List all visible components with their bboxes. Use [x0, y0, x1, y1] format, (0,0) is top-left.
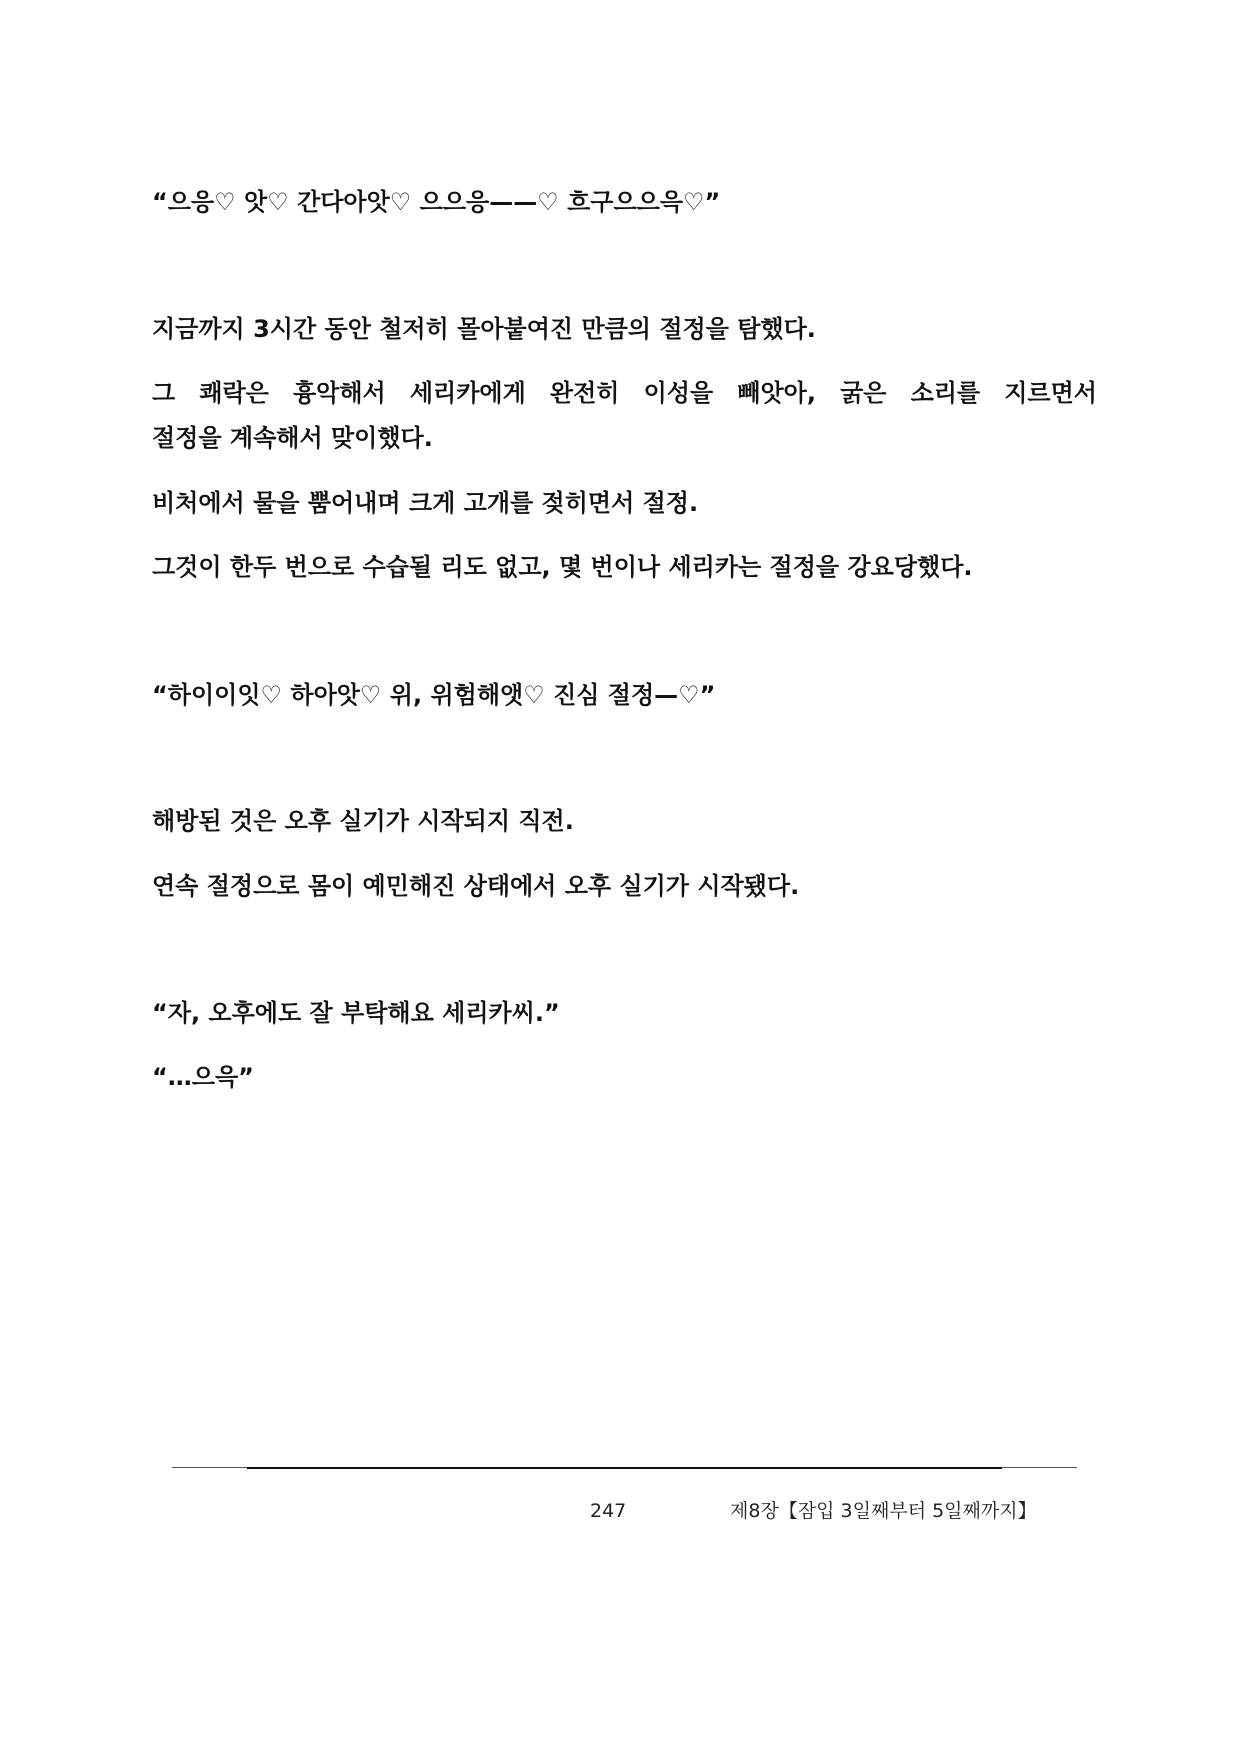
- narration-line: 연속 절정으로 몸이 예민해진 상태에서 오후 실기가 시작됐다.: [152, 872, 800, 900]
- footer-divider-accent: [247, 1467, 1002, 1469]
- narration-line: 해방된 것은 오후 실기가 시작되지 직전.: [152, 807, 574, 835]
- narration-line: 그 쾌락은 흉악해서 세리카에게 완전히 이성을 빼앗아, 굵은 소리를 지르면서: [152, 379, 1097, 407]
- narration-line: 절정을 계속해서 맞이했다.: [152, 424, 433, 452]
- dialogue-line: “…으윽”: [152, 1063, 254, 1091]
- narration-line: 지금까지 3시간 동안 철저히 몰아붙여진 만큼의 절정을 탐했다.: [152, 315, 816, 343]
- chapter-title: 제8장【잠입 3일째부터 5일째까지】: [730, 1500, 1037, 1522]
- dialogue-line: “자, 오후에도 잘 부탁해요 세리카씨.”: [152, 999, 560, 1027]
- dialogue-line: “으응♡ 앗♡ 간다아앗♡ 으으응——♡ 흐구으으윽♡”: [152, 188, 721, 216]
- narration-line: 그것이 한두 번으로 수습될 리도 없고, 몇 번이나 세리카는 절정을 강요당했다.: [152, 553, 973, 581]
- dialogue-line: “하이이잇♡ 하아앗♡ 위, 위험해앳♡ 진심 절정—♡”: [152, 681, 716, 709]
- narration-line: 비처에서 물을 뿜어내며 크게 고개를 젖히면서 절정.: [152, 489, 699, 517]
- page-number: 247: [590, 1500, 627, 1522]
